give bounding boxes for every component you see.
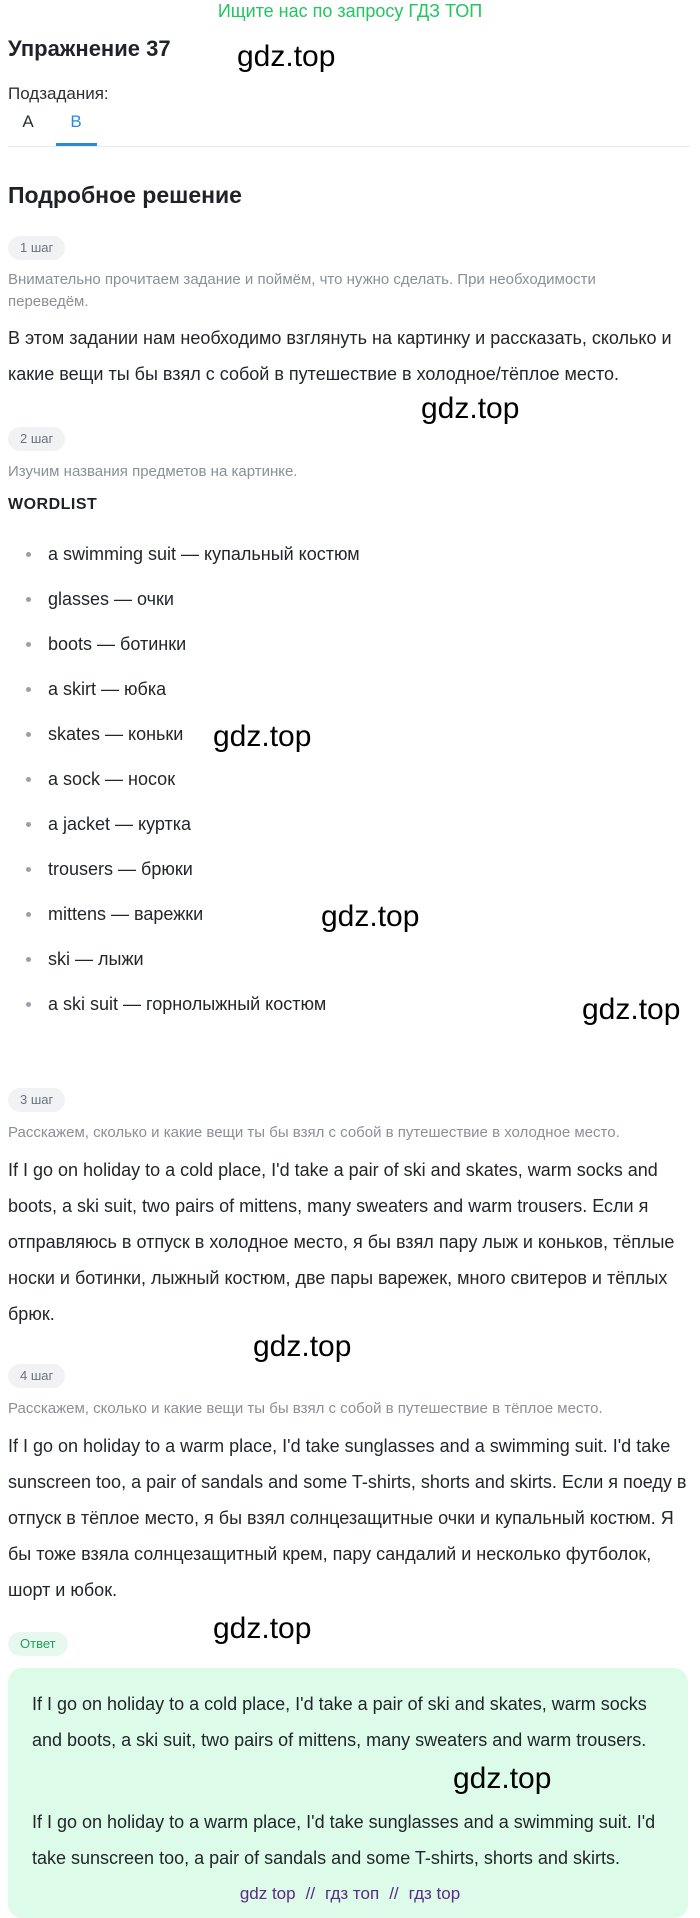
tab-b[interactable]: B [70, 112, 82, 131]
bullet-icon [26, 642, 31, 647]
step-3-hint: Расскажем, сколько и какие вещи ты бы взял с собой в путешествие в холодное место. [8, 1124, 620, 1141]
watermark: gdz.top [582, 993, 681, 1026]
bullet-icon [26, 552, 31, 557]
watermark: gdz.top [421, 392, 520, 425]
search-banner: Ищите нас по запросу ГДЗ ТОП [217, 1, 483, 21]
step-1-hint: Внимательно прочитаем задание и поймём, что нужно сделать. При необходимости переведём. [8, 271, 596, 310]
wordlist-title: WORDLIST [8, 496, 98, 513]
step-1-text: В этом задании нам необходимо взглянуть на картинку и рассказать, сколько и какие вещи ты бы взял с собой в путешествие в холодное/тёплое место. [8, 328, 672, 384]
wordlist-item: boots — ботинки [0, 622, 360, 667]
answer-paragraph-2: If I go on holiday to a warm place, I'd take sunglasses and a swimming suit. I'd take sunscreen too, a pair of sandals and some T-shirts, shorts and skirts. [32, 1812, 656, 1868]
bullet-icon [26, 957, 31, 962]
watermark: gdz.top [213, 1612, 312, 1645]
page-title: Упражнение 37 [8, 36, 171, 61]
bullet-icon [26, 687, 31, 692]
step-2-hint: Изучим названия предметов на картинке. [8, 463, 298, 480]
step-4-hint: Расскажем, сколько и какие вещи ты бы взял с собой в путешествие в тёплое место. [8, 1400, 603, 1417]
wordlist [0, 532, 360, 1027]
wordlist-item: a jacket — куртка [0, 802, 360, 847]
solution-title: Подробное решение [8, 182, 242, 208]
footer-links [0, 1884, 700, 1904]
bullet-icon [26, 732, 31, 737]
answer-badge: Ответ [8, 1632, 68, 1656]
bullet-icon [26, 867, 31, 872]
bullet-icon [26, 777, 31, 782]
step-1-badge: 1 шаг [8, 236, 65, 260]
tab-a[interactable]: A [22, 112, 34, 131]
answer-paragraph-1: If I go on holiday to a cold place, I'd take a pair of ski and skates, warm socks and boots, a ski suit, two pairs of mittens, many sweaters and warm trousers. [32, 1694, 647, 1750]
bullet-icon [26, 822, 31, 827]
watermark: gdz.top [237, 40, 336, 73]
wordlist-item: mittens — варежки [0, 892, 360, 937]
footer-link-gdz-top[interactable]: gdz top [239, 1884, 296, 1903]
step-3-text: If I go on holiday to a cold place, I'd take a pair of ski and skates, warm socks and boots, a ski suit, two pairs of mittens, many sweaters and warm trousers. Если я отправляюсь в отпуск в холодное место, я бы взял пару лыж и коньков, тёплые носки и ботинки, лыжный костюм, две пары варежек, много свитеров и тёплых брюк. [8, 1160, 675, 1324]
wordlist-item: skates — коньки [0, 712, 360, 757]
bullet-icon [26, 1002, 31, 1007]
wordlist-item: a skirt — юбка [0, 667, 360, 712]
watermark: gdz.top [253, 1330, 352, 1363]
step-4-text: If I go on holiday to a warm place, I'd take sunglasses and a swimming suit. I'd take sunscreen too, a pair of sandals and some T-shirts, shorts and skirts. Если я поеду в отпуск в тёплое место, я бы взял солнцезащитные очки и купальный костюм. Я бы тоже взяла солнцезащитный крем, пару сандалий и несколько футболок, шорт и юбок. [8, 1436, 687, 1600]
wordlist-item: a ski suit — горнолыжный костюм [0, 982, 360, 1027]
tabs-divider [8, 146, 690, 147]
bullet-icon [26, 912, 31, 917]
step-4-badge: 4 шаг [8, 1364, 65, 1388]
wordlist-item: ski — лыжи [0, 937, 360, 982]
watermark: gdz.top [321, 900, 420, 933]
footer-separator: // [305, 1884, 316, 1903]
step-3-badge: 3 шаг [8, 1088, 65, 1112]
wordlist-item: a swimming suit — купальный костюм [0, 532, 360, 577]
watermark: gdz.top [453, 1762, 552, 1795]
footer-link-gdz-top-mixed[interactable]: гдз top [408, 1884, 461, 1903]
wordlist-item: glasses — очки [0, 577, 360, 622]
step-2-badge: 2 шаг [8, 427, 65, 451]
footer-link-gdz-top-ru[interactable]: гдз топ [325, 1884, 380, 1903]
wordlist-item: a sock — носок [0, 757, 360, 802]
watermark: gdz.top [213, 720, 312, 753]
bullet-icon [26, 597, 31, 602]
subtasks-label: Подзадания: [8, 84, 109, 103]
wordlist-item: trousers — брюки [0, 847, 360, 892]
footer-separator: // [389, 1884, 399, 1903]
